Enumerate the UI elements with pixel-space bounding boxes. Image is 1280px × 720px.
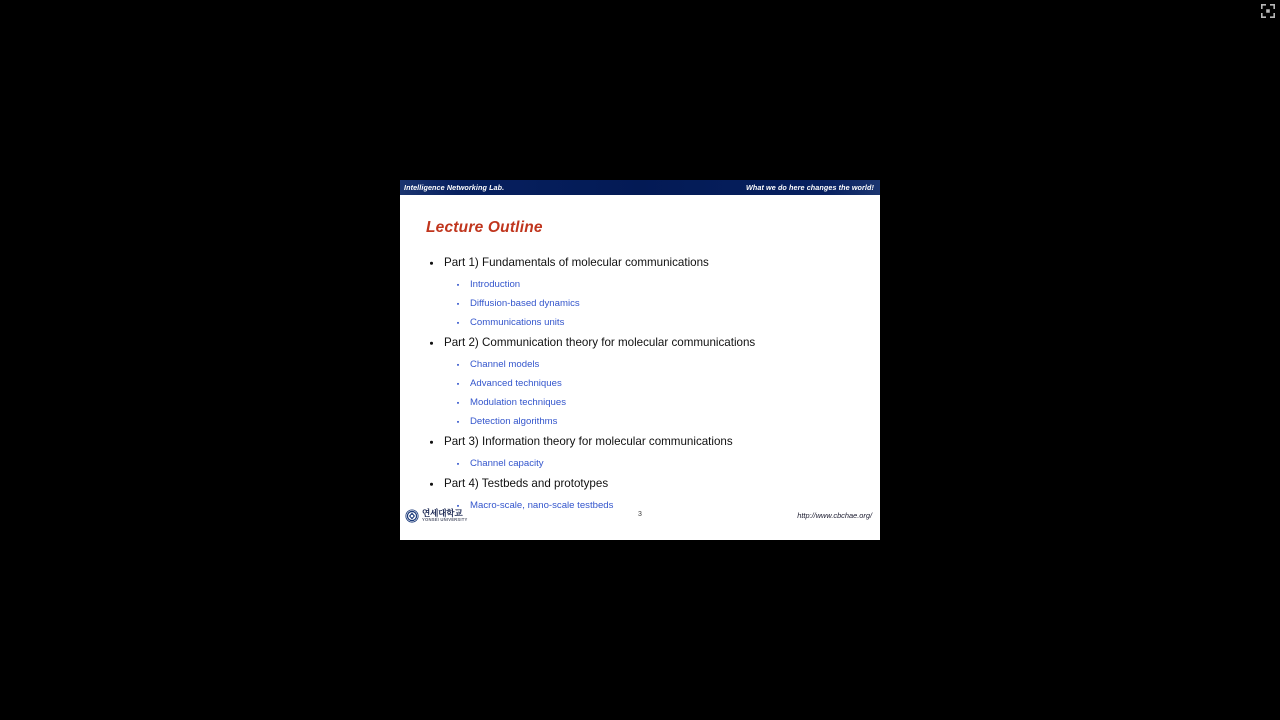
outline-subitem [400, 294, 880, 313]
outline-subitem-label: Introduction [470, 278, 521, 290]
slide-title: Lecture Outline [426, 219, 543, 236]
outline-item-part3 [400, 432, 880, 452]
sub-bullet-marker-icon [457, 462, 459, 464]
slide-header-bar [400, 180, 880, 195]
outline-subitem-label: Channel capacity [470, 457, 544, 469]
slide-footer [400, 499, 880, 524]
outline-item-label: Part 1) Fundamentals of molecular communications [444, 256, 709, 270]
outline-subitem-label: Channel models [470, 358, 540, 370]
lab-name-label: Intelligence Networking Lab. [404, 183, 505, 192]
outline-subitem [400, 412, 880, 431]
outline-subitem-label: Modulation techniques [470, 396, 567, 408]
sub-bullet-marker-icon [457, 382, 459, 384]
bullet-marker-icon [430, 441, 433, 444]
outline-subitem [400, 393, 880, 412]
outline-item-label: Part 2) Communication theory for molecular communications [444, 336, 756, 350]
logo-korean-label: 연세대학교 [422, 508, 463, 519]
outline-subitem [400, 275, 880, 294]
sub-bullet-marker-icon [457, 420, 459, 422]
outline-subitem [400, 355, 880, 374]
outline-subitem [400, 454, 880, 473]
outline-subitem-label: Diffusion-based dynamics [470, 297, 580, 309]
sub-bullet-marker-icon [457, 363, 459, 365]
outline-group [400, 333, 880, 431]
sub-bullet-marker-icon [457, 283, 459, 285]
outline-subitem-label: Communications units [470, 316, 565, 328]
bullet-marker-icon [430, 342, 433, 345]
outline-item-label: Part 4) Testbeds and prototypes [444, 477, 609, 491]
outline-subitem-label: Macro-scale, nano-scale testbeds [470, 499, 614, 511]
lecture-outline-list [400, 253, 880, 519]
slide-body [400, 195, 880, 524]
logo-english-label: YONSEI UNIVERSITY [422, 517, 468, 523]
sub-bullet-marker-icon [457, 321, 459, 323]
bullet-marker-icon [430, 262, 433, 265]
footer-url-label: http://www.cbchae.org/ [797, 511, 872, 520]
outline-subitem-label: Detection algorithms [470, 415, 558, 427]
outline-group [400, 253, 880, 332]
presentation-slide[interactable] [400, 180, 880, 540]
sub-bullet-marker-icon [457, 302, 459, 304]
outline-subitem [400, 374, 880, 393]
outline-item-part4 [400, 474, 880, 494]
slide-page-number: 3 [638, 511, 642, 518]
outline-item-part1 [400, 253, 880, 273]
fullscreen-expand-icon[interactable] [1260, 3, 1276, 19]
bullet-marker-icon [430, 483, 433, 486]
outline-item-part2 [400, 333, 880, 353]
outline-group [400, 432, 880, 473]
sub-bullet-marker-icon [457, 401, 459, 403]
outline-subitem-label: Advanced techniques [470, 377, 562, 389]
lab-tagline-label: What we do here changes the world! [746, 183, 874, 192]
outline-subitem [400, 313, 880, 332]
outline-item-label: Part 3) Information theory for molecular communications [444, 435, 733, 449]
